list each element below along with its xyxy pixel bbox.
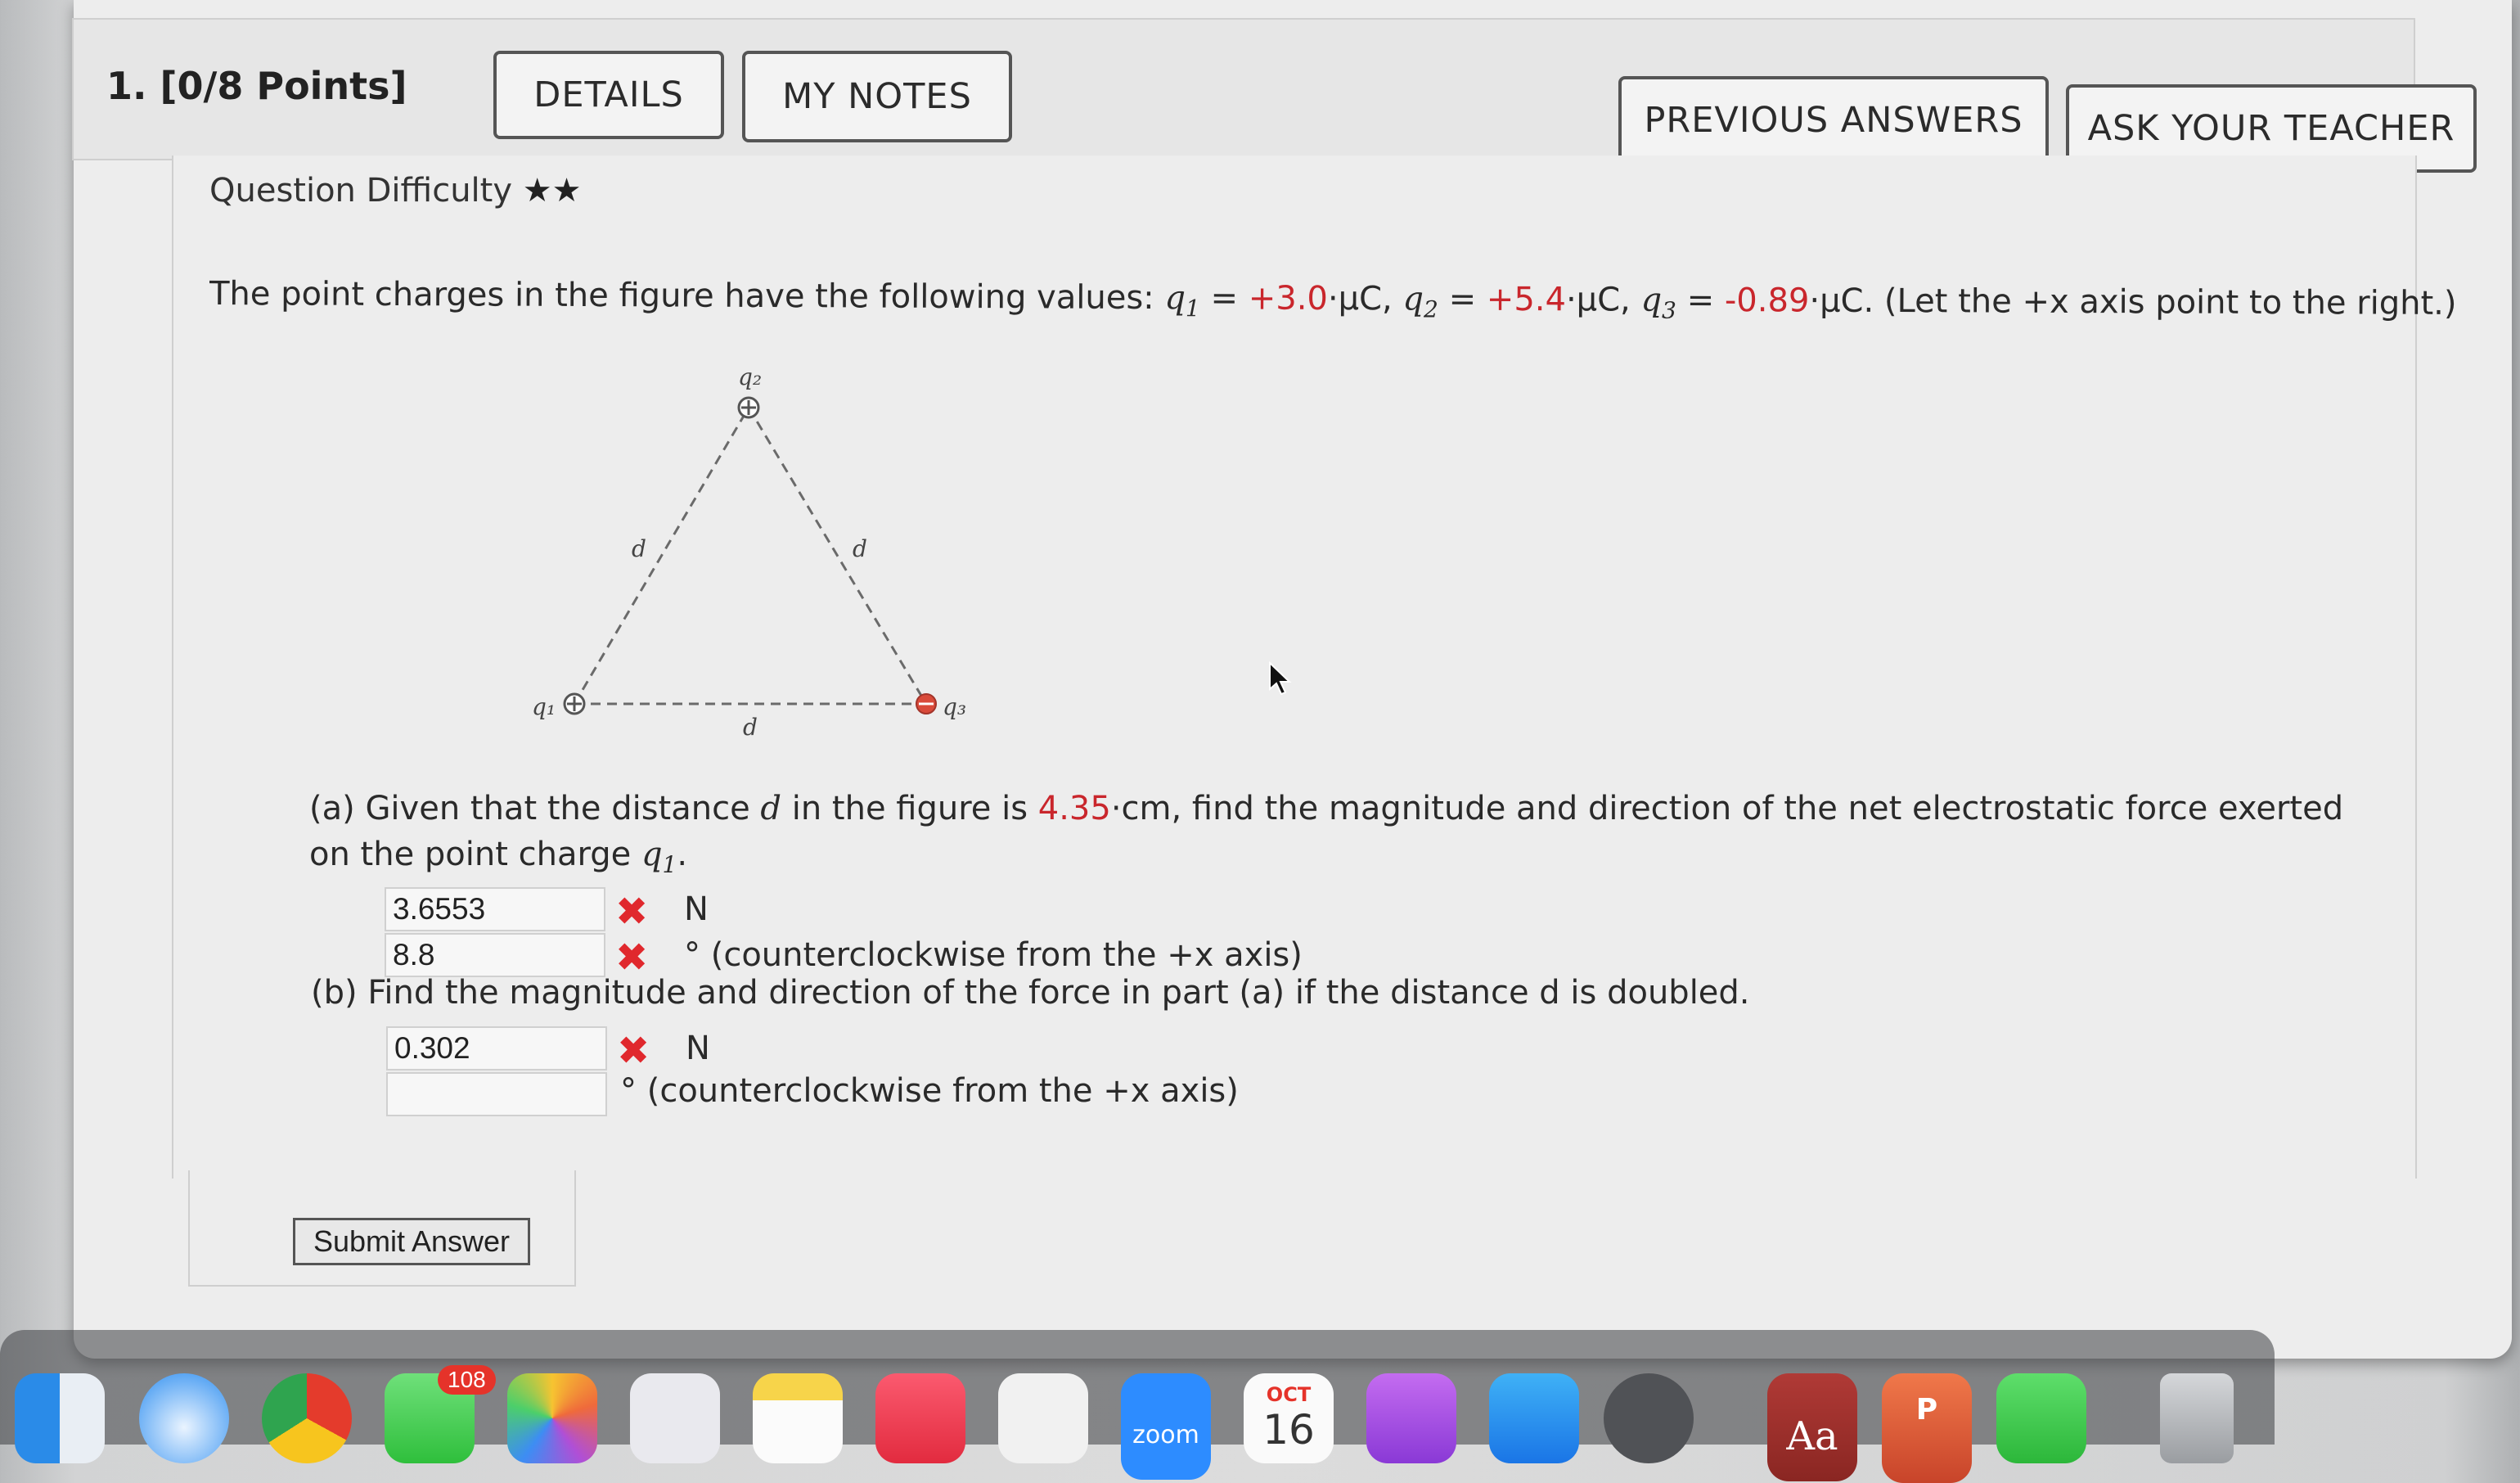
app-store-icon[interactable] (1489, 1373, 1579, 1463)
calendar-day: 16 (1262, 1406, 1315, 1454)
side-label-left: d (632, 535, 646, 562)
news-icon[interactable] (998, 1373, 1088, 1463)
side-q2-q3 (749, 408, 926, 704)
problem-statement: The point charges in the figure have the following values: $q_1 = +3.0\cdot\mu C$, $q_2 = +5.4\cdot\mu C$, $q_3 = -0.89\cdot\mu C$. (Let the +x axis point to the right.) (209, 275, 2457, 324)
q1-value: +3.0 (1248, 279, 1329, 318)
system-settings-icon[interactable] (1604, 1373, 1694, 1463)
q2-value: +5.4 (1486, 280, 1567, 319)
photos-icon[interactable] (507, 1373, 597, 1463)
messages-badge: 108 (438, 1365, 496, 1395)
part-b-magnitude-unit: N (686, 1030, 710, 1067)
notes-icon[interactable] (753, 1373, 843, 1463)
charge-unit: ·µC (1809, 282, 1864, 320)
charge-unit: ·µC (1565, 281, 1621, 319)
side-q1-q2 (574, 408, 749, 704)
problem-intro: The point charges in the figure have the following values: (209, 275, 1165, 318)
side-label-right: d (853, 535, 867, 562)
var-d: d (760, 790, 782, 827)
music-icon[interactable] (875, 1373, 965, 1463)
facetime-icon[interactable] (1996, 1373, 2086, 1463)
q1-label: q₁ (532, 693, 556, 720)
triangle-figure (524, 352, 998, 745)
part-a-text-2: in the figure is (781, 790, 1038, 827)
q3-charge-icon (916, 694, 936, 714)
q2-charge-icon (739, 398, 758, 417)
podcasts-icon[interactable] (1366, 1373, 1456, 1463)
distance-value: 4.35 (1037, 790, 1111, 827)
submit-answer-button[interactable]: Submit Answer (293, 1218, 530, 1265)
calendar-icon[interactable] (1244, 1373, 1334, 1463)
dictionary-icon[interactable]: Aa (1767, 1373, 1857, 1481)
part-b-direction-unit: ° (counterclockwise from the +x axis) (620, 1072, 1239, 1110)
my-notes-button[interactable]: MY NOTES (742, 51, 1012, 142)
launchpad-icon[interactable] (630, 1373, 720, 1463)
part-a-text-3: ·cm, find the magnitude and direction of the net electrostatic force exerted on the point charge (309, 790, 2344, 873)
ask-your-teacher-button[interactable]: ASK YOUR TEACHER (2066, 84, 2477, 173)
mouse-cursor-icon (1268, 661, 1293, 697)
part-a-magnitude-unit: N (684, 890, 709, 928)
q3-value: -0.89 (1724, 282, 1810, 320)
part-a-magnitude-input[interactable]: 3.6553 (385, 887, 605, 931)
part-b-question: (b) Find the magnitude and direction of the force in part (a) if the distance d is doubled. (311, 974, 1750, 1012)
powerpoint-icon[interactable]: P (1882, 1373, 1972, 1483)
finder-icon[interactable] (15, 1373, 105, 1463)
q3-label: q₃ (943, 693, 967, 720)
question-difficulty (209, 172, 581, 210)
chrome-icon[interactable] (262, 1373, 352, 1463)
q2-label: q₂ (738, 363, 763, 390)
axis-note: (Let the +x axis point to the right.) (1883, 282, 2457, 322)
part-a-direction-input[interactable]: 8.8 (385, 933, 605, 977)
incorrect-x-icon: ✖ (615, 889, 649, 935)
difficulty-label: Question Difficulty (209, 172, 513, 210)
calendar-month: OCT (1266, 1383, 1312, 1406)
incorrect-x-icon: ✖ (617, 1028, 650, 1074)
trash-icon[interactable] (2160, 1373, 2234, 1463)
part-b-direction-input[interactable] (386, 1072, 607, 1116)
difficulty-stars: ★★ (522, 172, 582, 210)
part-a-text-1: (a) Given that the distance (309, 790, 761, 827)
charge-unit: ·µC (1327, 279, 1383, 318)
zoom-app-icon[interactable]: zoom (1121, 1373, 1211, 1480)
side-label-bottom: d (743, 714, 758, 741)
q1-charge-icon (565, 694, 584, 714)
previous-answers-button[interactable]: PREVIOUS ANSWERS (1618, 76, 2049, 165)
details-button[interactable]: DETAILS (493, 51, 724, 139)
part-b-magnitude-input[interactable]: 0.302 (386, 1026, 607, 1071)
part-a-direction-unit: ° (counterclockwise from the +x axis) (684, 936, 1303, 974)
question-number: 1. [0/8 Points] (106, 64, 407, 108)
safari-icon[interactable] (139, 1373, 229, 1463)
incorrect-x-icon: ✖ (615, 935, 649, 980)
question-header (72, 18, 2415, 160)
part-a-question: (a) Given that the distance d in the figure is 4.35·cm, find the magnitude and direction of the net electrostatic force exerted on the point charge $q_1$. (309, 790, 2344, 878)
